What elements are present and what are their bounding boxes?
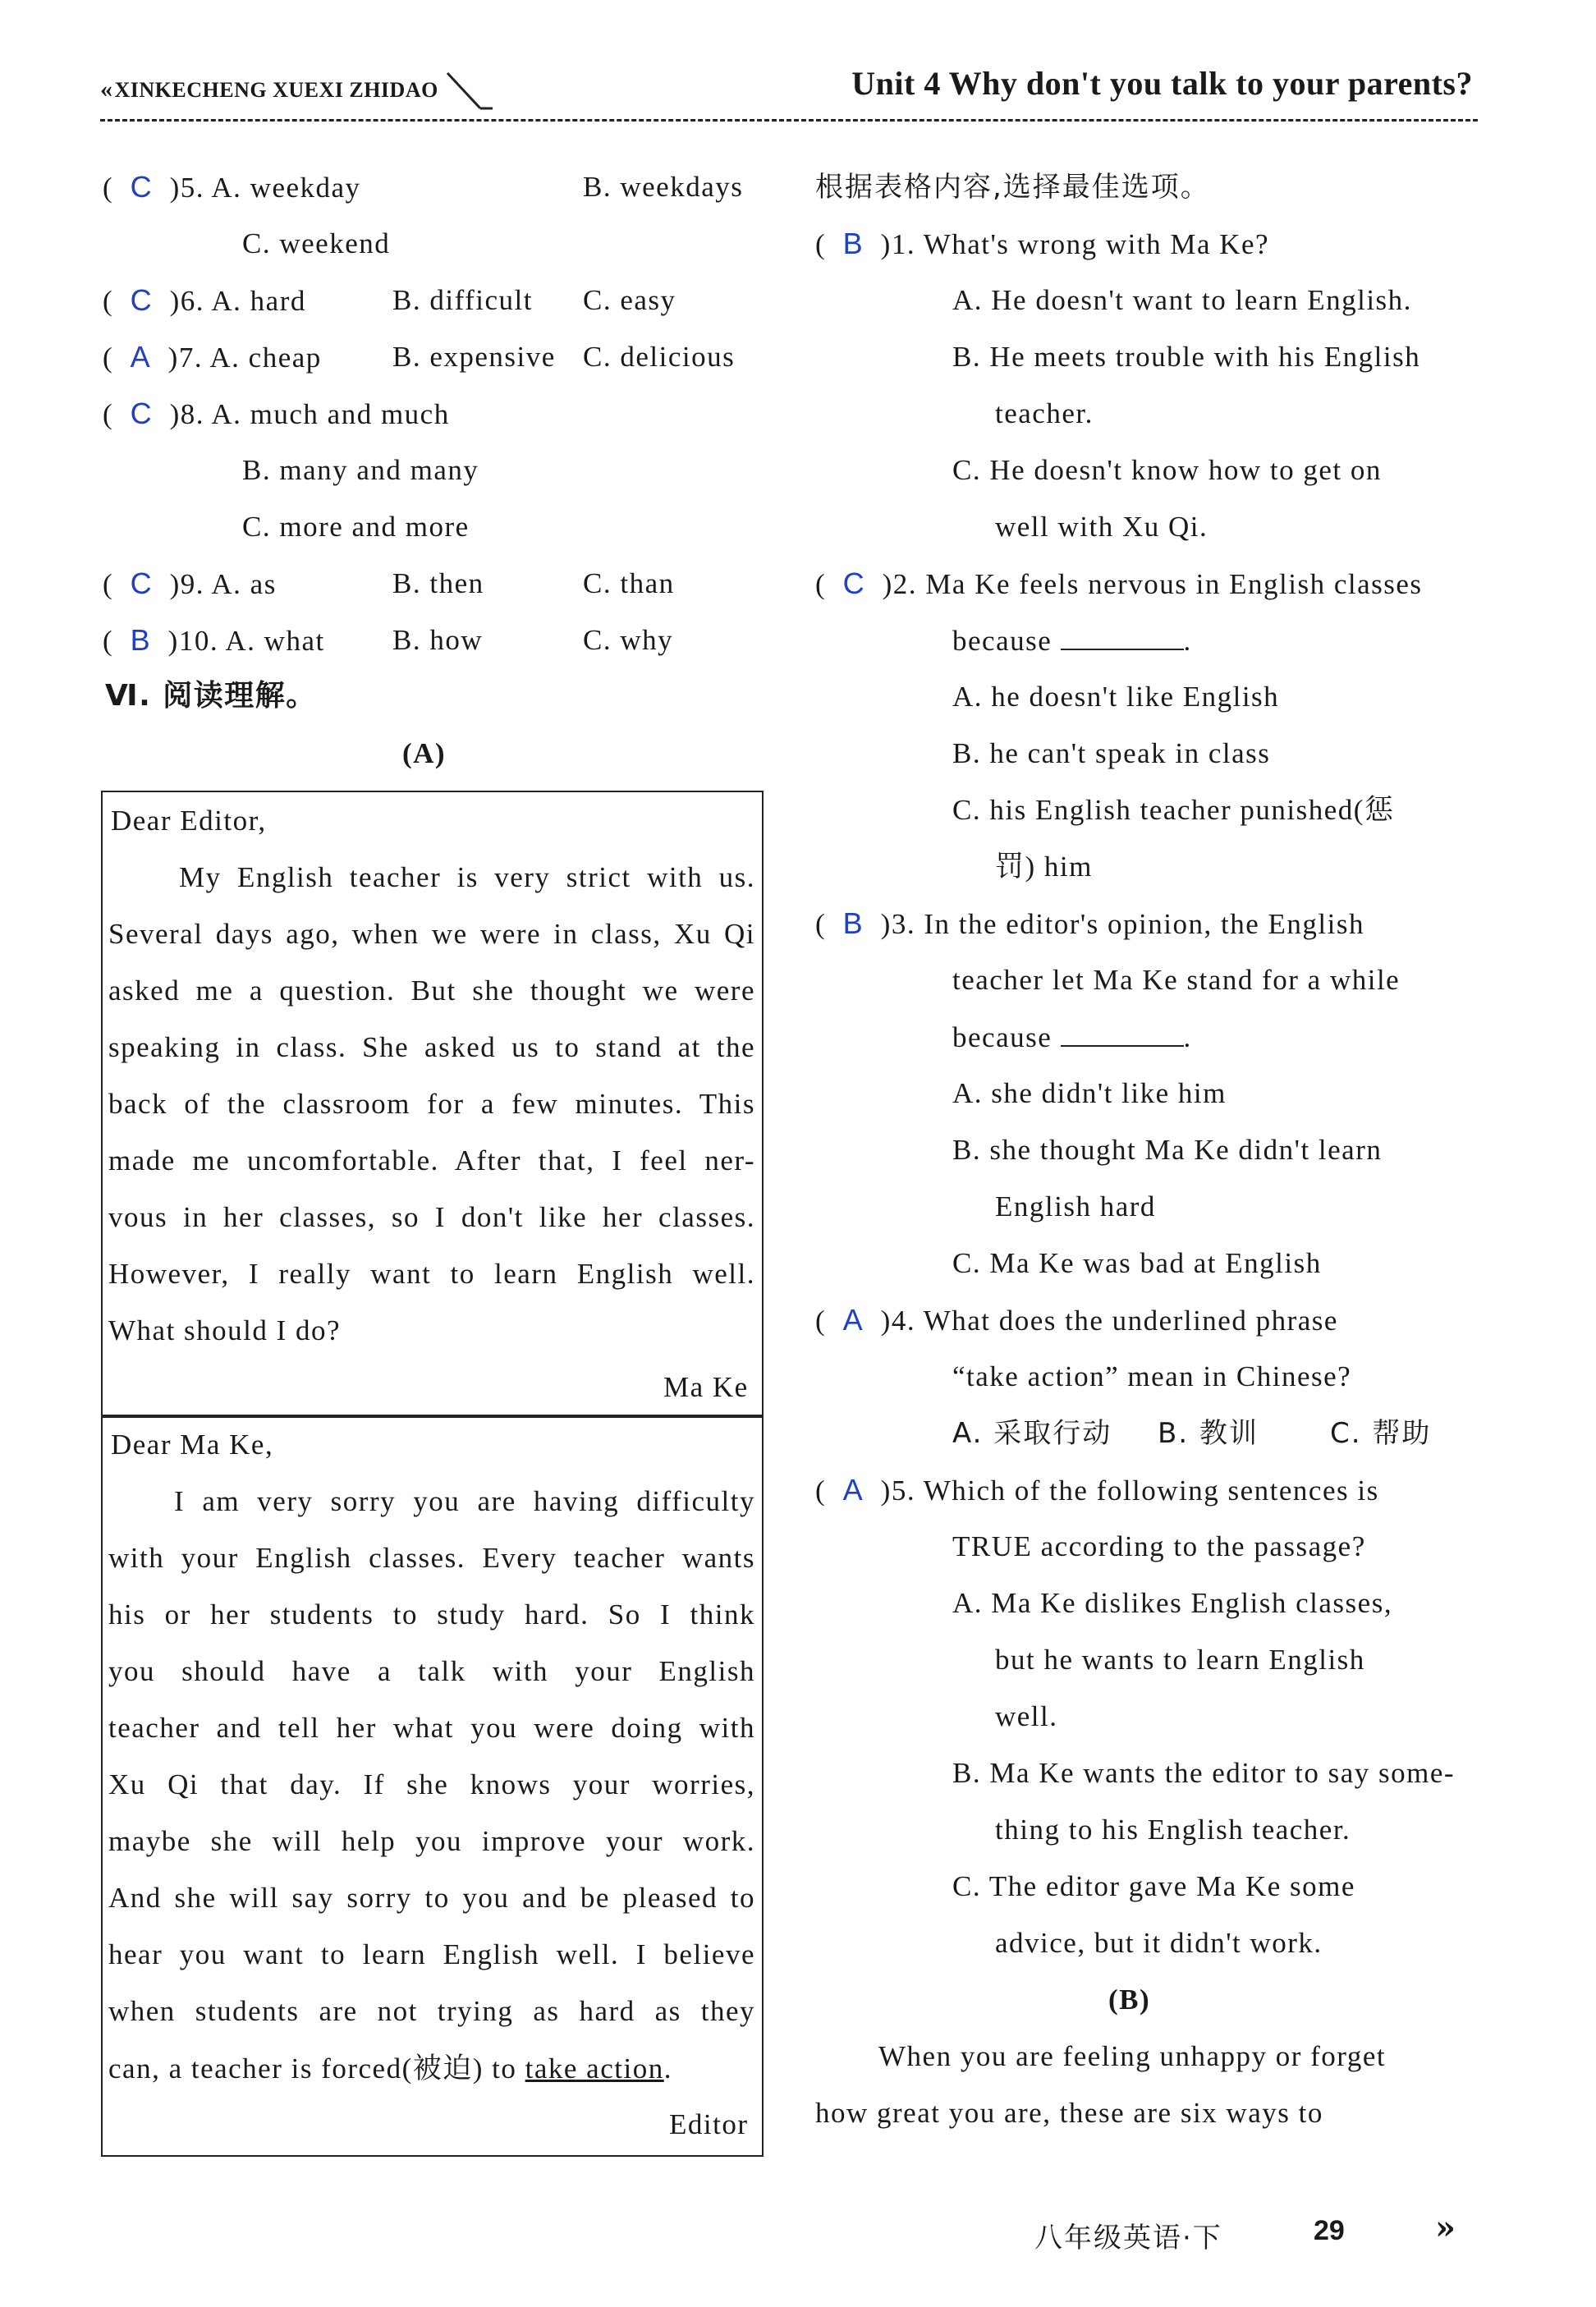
- letter2-line: I am very sorry you are having difficulty: [174, 1485, 755, 1517]
- letter2-line: hear you want to learn English well. I believe: [108, 1938, 755, 1970]
- letter1-line: What should I do?: [108, 1314, 342, 1346]
- letter2-line: his or her students to study hard. So I think: [108, 1598, 755, 1630]
- cloze-q6: ( C )6. A. hard: [103, 283, 306, 317]
- passage-b-line1: When you are feeling unhappy or forget: [878, 2040, 1387, 2072]
- cloze-q7: ( A )7. A. cheap: [103, 340, 322, 374]
- passage-a-label: (A): [402, 737, 447, 769]
- q3-stem-cont2: because .: [952, 1019, 1192, 1056]
- q5-stem-cont: TRUE according to the passage?: [952, 1530, 1366, 1562]
- cloze-q10-option-c: C. why: [583, 624, 674, 656]
- q5-option-a: A. Ma Ke dislikes English classes,: [952, 1587, 1393, 1619]
- q1-option-b-cont: teacher.: [995, 397, 1094, 429]
- q5-option-c: C. The editor gave Ma Ke some: [952, 1870, 1355, 1902]
- section-title-reading: Ⅵ. 阅读理解。: [105, 679, 317, 713]
- passage-b-line2: how great you are, these are six ways to: [815, 2097, 1323, 2129]
- reading-instruction: 根据表格内容,选择最佳选项。: [815, 171, 1210, 204]
- cloze-q9: ( C )9. A. as: [103, 566, 277, 600]
- cloze-q8-option-b: B. many and many: [242, 454, 479, 486]
- letter1-line: asked me a question. But she thought we were: [108, 975, 755, 1007]
- cloze-q8: ( C )8. A. much and much: [103, 397, 450, 430]
- q2-option-a: A. he doesn't like English: [952, 681, 1280, 713]
- cloze-q6-option-b: B. difficult: [392, 284, 533, 316]
- answer-blank: [1061, 622, 1184, 650]
- letter2-greeting: Dear Ma Ke,: [111, 1429, 274, 1461]
- question-3: ( B )3. In the editor's opinion, the English: [815, 906, 1364, 940]
- q3-option-c: C. Ma Ke was bad at English: [952, 1247, 1322, 1279]
- letter2-line: And she will say sorry to you and be pleased to: [108, 1882, 755, 1914]
- q4-option-a: A. 采取行动: [952, 1417, 1112, 1450]
- q1-option-c: C. He doesn't know how to get on: [952, 454, 1382, 486]
- letter2-signature: Editor: [669, 2108, 749, 2140]
- cloze-q5-option-b: B. weekdays: [583, 171, 744, 203]
- letter2-line: with your English classes. Every teacher wants: [108, 1542, 755, 1574]
- q3-option-b-cont: English hard: [995, 1190, 1156, 1222]
- page-number: 29: [1314, 2215, 1345, 2246]
- letter1-line: My English teacher is very strict with us.: [179, 861, 755, 893]
- q1-option-a: A. He doesn't want to learn English.: [952, 284, 1412, 316]
- cloze-q8-option-c: C. more and more: [242, 511, 470, 543]
- question-4: ( A )4. What does the underlined phrase: [815, 1303, 1338, 1337]
- passage-b-label: (B): [1108, 1984, 1151, 2016]
- letter2-last-line: can, a teacher is forced(被迫) to take action.: [108, 2052, 672, 2085]
- letter2-line: teacher and tell her what you were doing with: [108, 1712, 755, 1744]
- letter1-greeting: Dear Editor,: [111, 805, 267, 837]
- question-5: ( A )5. Which of the following sentences is: [815, 1473, 1379, 1507]
- letter2-line: Xu Qi that day. If she knows your worries,: [108, 1768, 755, 1800]
- footer-book-title: 八年级英语·下: [1034, 2222, 1222, 2254]
- cloze-q5-option-c: C. weekend: [242, 227, 391, 259]
- letter2-line: you should have a talk with your English: [108, 1655, 755, 1687]
- question-1: ( B )1. What's wrong with Ma Ke?: [815, 227, 1270, 260]
- q5-option-a-cont2: well.: [995, 1700, 1058, 1732]
- letter1-line: speaking in class. She asked us to stand at the: [108, 1031, 755, 1063]
- header-series-text: XINKECHENG XUEXI ZHIDAO: [114, 78, 438, 102]
- letter1-line: Several days ago, when we were in class, Xu Qi: [108, 918, 755, 950]
- cloze-q7-option-c: C. delicious: [583, 341, 736, 373]
- cloze-q10: ( B )10. A. what: [103, 623, 325, 657]
- double-chevron-left-icon: «: [100, 76, 113, 103]
- q3-option-b: B. she thought Ma Ke didn't learn: [952, 1134, 1383, 1166]
- letter1-line: back of the classroom for a few minutes. This: [108, 1088, 755, 1120]
- cloze-q9-option-c: C. than: [583, 567, 675, 599]
- cloze-q6-option-c: C. easy: [583, 284, 676, 316]
- letter1-line: vous in her classes, so I don't like her classes.: [108, 1201, 755, 1233]
- letter1-signature: Ma Ke: [663, 1371, 749, 1403]
- q2-option-c-cont: 罚) him: [995, 851, 1093, 883]
- q1-option-b: B. He meets trouble with his English: [952, 341, 1421, 373]
- q3-option-a: A. she didn't like him: [952, 1077, 1227, 1109]
- letter2-line: when students are not trying as hard as they: [108, 1995, 755, 2027]
- unit-title: Unit 4 Why don't you talk to your parents?: [851, 65, 1473, 102]
- answer-blank: [1061, 1019, 1184, 1047]
- question-2: ( C )2. Ma Ke feels nervous in English classes: [815, 566, 1423, 600]
- header-slant-decoration: [443, 69, 493, 110]
- q3-stem-cont: teacher let Ma Ke stand for a while: [952, 964, 1401, 996]
- q4-stem-cont: “take action” mean in Chinese?: [952, 1360, 1352, 1392]
- letter2-line: maybe she will help you improve your work.: [108, 1825, 755, 1857]
- cloze-q10-option-b: B. how: [392, 624, 484, 656]
- q4-option-b: B. 教训: [1158, 1417, 1259, 1450]
- q5-option-a-cont: but he wants to learn English: [995, 1644, 1365, 1676]
- header-series-title: [100, 76, 438, 103]
- cloze-q5: ( C )5. A. weekday: [103, 170, 361, 204]
- q5-option-b: B. Ma Ke wants the editor to say some-: [952, 1757, 1456, 1789]
- q5-option-b-cont: thing to his English teacher.: [995, 1814, 1351, 1846]
- take-action-phrase: take action: [525, 2052, 664, 2085]
- q1-option-c-cont: well with Xu Qi.: [995, 511, 1208, 543]
- q5-option-c-cont: advice, but it didn't work.: [995, 1927, 1323, 1959]
- cloze-q9-option-b: B. then: [392, 567, 484, 599]
- q2-option-c: C. his English teacher punished(惩: [952, 794, 1395, 826]
- q2-stem-cont: because .: [952, 622, 1192, 659]
- header-divider: [100, 119, 1478, 122]
- q2-option-b: B. he can't speak in class: [952, 737, 1271, 769]
- double-chevron-right-icon: »: [1435, 2208, 1456, 2247]
- cloze-q7-option-b: B. expensive: [392, 341, 556, 373]
- q4-option-c: C. 帮助: [1330, 1417, 1432, 1450]
- letter1-line: made me uncomfortable. After that, I feel ner-: [108, 1144, 755, 1176]
- letter1-line: However, I really want to learn English well.: [108, 1258, 755, 1290]
